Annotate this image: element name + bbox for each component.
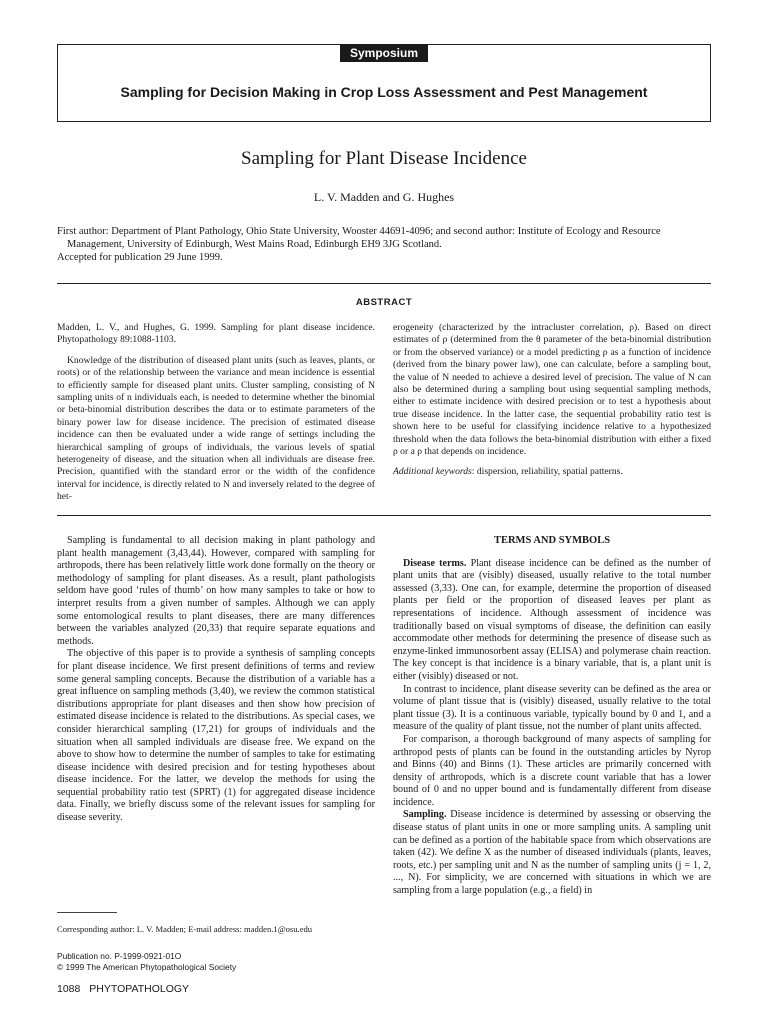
disease-terms-text: Plant disease incidence can be defined as the number of plant units that are (visibly) diseased, usually relative to the total number assessed (3,33). One can, for example, determine the proportion of diseased plants per field or the proportion of diseased leaves per plant as representations of incidence. Although assessment of incidence was traditionally based on visual symptoms of disease, the definition can easily accommodate other methods for determining the presence of disease such as enzyme-linked immunosorbent assay (ELISA) and polymerase chain reaction. The key concept is that incidence is a binary variable, that is, a plant unit is either (visibly) diseased or not. bbox=[393, 557, 711, 682]
sampling-paragraph bbox=[393, 809, 711, 897]
accepted-date: Accepted for publication 29 June 1999. bbox=[57, 252, 223, 263]
section-heading-terms: TERMS AND SYMBOLS bbox=[493, 535, 611, 546]
journal-name: PHYTOPATHOLOGY bbox=[89, 983, 190, 995]
abstract-heading: ABSTRACT bbox=[355, 297, 413, 308]
page-number: 1088 bbox=[57, 983, 81, 995]
footnote-rule bbox=[57, 912, 117, 913]
keywords-label: Additional keywords bbox=[393, 466, 472, 478]
affiliation: First author: Department of Plant Pathology, Ohio State University, Wooster 44691-4096; and second author: Institute of Ecology and Resource Management, University of Edinburgh, West Mains Road, Edinburgh EH9 3JG Scotland. bbox=[57, 226, 661, 250]
abstract-right-column bbox=[393, 322, 711, 479]
affiliation-block bbox=[57, 225, 711, 264]
abstract-paragraph: Knowledge of the distribution of diseased plant units (such as leaves, plants, or roots) or of the relationship between the variance and mean incidence is essential to efficiently sample for diseased plant units. Cluster sampling, consisting of N sampling units of n individuals each, is needed to determine whether the binomial or beta-binomial distribution describes the data or to estimate parameters of the binary power law for disease incidence. The precision of estimated disease incidence can then be evaluated under a wide range of settings including the hierarchical sampling of groups of individuals, the various levels of spatial heterogeneity of disease, and the situation when all individuals are disease free. Precision, quantified with the standard error or the width of the confidence interval for incidence, is directly related to N and inversely related to the degree of het- bbox=[57, 354, 375, 503]
comparison-paragraph: For comparison, a thorough background of many aspects of sampling for arthropod pests of plants can be found in the outstanding articles by Nyrop and Binns (40) and Binns (1). These articles are primarily concerned with density of arthropods, which is a discrete count variable that has a lower bound of 0 and no upper bound and is fundamentally different from disease incidence. bbox=[393, 733, 711, 808]
disease-terms-label: Disease terms. bbox=[403, 557, 467, 569]
abstract-citation: Madden, L. V., and Hughes, G. 1999. Sampling for plant disease incidence. Phytopathology 89:1088-1103. bbox=[57, 322, 375, 346]
objective-paragraph: The objective of this paper is to provide a synthesis of sampling concepts for plant disease incidence. We first present definitions of terms and review some general sampling concepts. Because the distribution of a variable has a great influence on sampling methods (3,40), we review the common statistical distributions appropriate for plant diseases and then show how precision of estimated disease incidence is related to the distributions. As special cases, we consider hierarchical sampling (17,21) for groups of individuals and the situation when all sampled individuals are disease free. We expand on the above to show how to determine the number of samples to take for estimating disease incidence with desired precision and for testing hypotheses about disease incidence. For the latter, we develop the methods for using the sequential probability ratio test (SPRT) (1) for aggregated disease incidence data. Finally, we briefly discuss some of the relevant issues for sampling for disease severity. bbox=[57, 648, 375, 824]
symposium-title: Sampling for Decision Making in Crop Loss Assessment and Pest Management bbox=[120, 84, 648, 100]
abstract-left-column bbox=[57, 322, 375, 504]
severity-paragraph: In contrast to incidence, plant disease severity can be defined as the area or volume of plant tissue that is (visibly) diseased, usually relative to the total plant tissue (3). It is a continuous variable, typically bound by 0 and 1, and a measure of the quality of plant tissue, not the number of plant units affected. bbox=[393, 683, 711, 733]
abstract-bottom-rule bbox=[57, 515, 711, 516]
paper-title: Sampling for Plant Disease Incidence bbox=[241, 148, 527, 169]
disease-terms-paragraph bbox=[393, 558, 711, 684]
keywords-list: : dispersion, reliability, spatial patterns. bbox=[471, 466, 623, 478]
sampling-label: Sampling. bbox=[403, 809, 447, 821]
copyright: © 1999 The American Phytopathological Society bbox=[57, 962, 237, 972]
abstract-keywords bbox=[393, 466, 711, 478]
body-left-column bbox=[57, 535, 375, 825]
corresponding-author: Corresponding author: L. V. Madden; E-mail address: madden.1@osu.edu bbox=[57, 924, 313, 934]
abstract-top-rule bbox=[57, 283, 711, 284]
sampling-text: Disease incidence is determined by assessing or observing the disease status of plant units in one or more sampling units. A sampling unit can be defined as a portion of the habitable space from which observations are taken (42). We define X as the number of diseased individuals (plants, leaves, roots, etc.) per sampling unit and N as the number of sampling units (j = 1, 2, ..., N). For simplicity, we are concerned with situations in which we are sampling from a large population (e.g., a field) in bbox=[393, 809, 711, 897]
authors: L. V. Madden and G. Hughes bbox=[313, 190, 455, 204]
symposium-tag: Symposium bbox=[340, 44, 428, 62]
page-footer bbox=[57, 983, 189, 995]
intro-paragraph: Sampling is fundamental to all decision making in plant pathology and plant health management (3,43,44). However, compared with sampling for arthropods, there has been relatively little work done formally on the theory or methodology of sampling for plant diseases. As a result, plant pathologists seldom have good ‘rules of thumb’ on how many samples to take or how to interpret results from a given number of samples. Although we can apply some entomological results to plant diseases, there are many differences between the variables analyzed (20,33) that require separate equations and methods. bbox=[57, 535, 375, 647]
publication-number: Publication no. P-1999-0921-01O bbox=[57, 951, 182, 961]
abstract-paragraph-continued: erogeneity (characterized by the intracluster correlation, ρ). Based on direct estimates of ρ (determined from the θ parameter of the beta-binomial distribution or from the observed variance) or a model predicting ρ as a function of incidence (derived from the binary power law), one can calculate, before a sampling bout, the value of N needed to achieve a desired level of precision. The value of N can also be determined during a sampling bout using sequential sampling methods, either to estimate incidence with desired precision or to test a hypothesis about true disease incidence. In the latter case, the sequential probability ratio test is shown here to be useful for classifying incidence relative to a hypothesized threshold when the data follows the beta-binomial distribution with either a fixed ρ or a ρ that depends on incidence. bbox=[393, 322, 711, 458]
body-right-column bbox=[393, 535, 711, 898]
